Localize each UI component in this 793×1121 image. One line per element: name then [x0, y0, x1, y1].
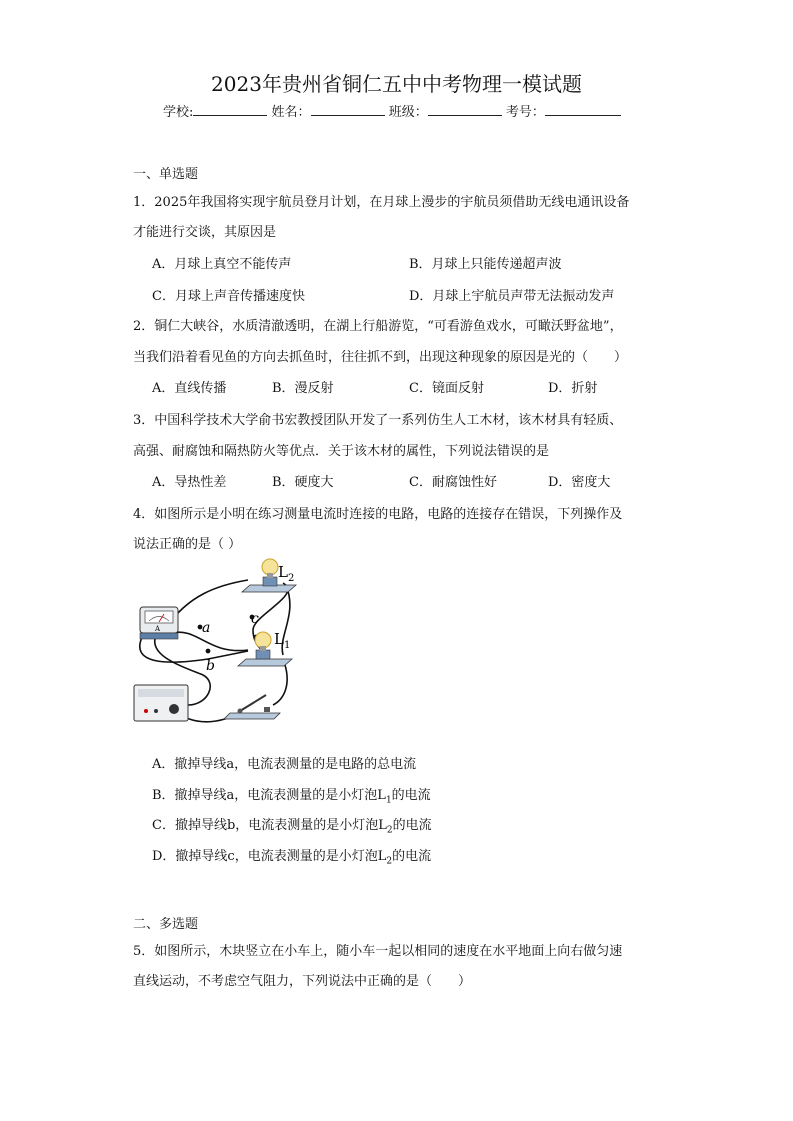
switch	[224, 695, 280, 719]
question-1-line-2: 才能进行交谈，其原因是	[133, 225, 277, 240]
circuit-diagram	[128, 555, 308, 730]
wire-label-c: c	[251, 611, 259, 627]
question-2-option-c: C．镜面反射	[409, 381, 484, 396]
l1-label: $L_1$	[274, 630, 291, 651]
class-label: 班级：	[388, 105, 428, 120]
school-label: 学校:	[163, 105, 194, 120]
name-label: 姓名：	[271, 105, 311, 120]
question-4-line-2: 说法正确的是（ ）	[133, 537, 242, 552]
question-3-line-1: 3．中国科学技术大学俞书宏教授团队开发了一系列仿生人工木材，该木材具有轻质、	[133, 413, 623, 428]
question-1-option-d: D．月球上宇航员声带无法振动发声	[409, 289, 615, 304]
question-3-option-c: C．耐腐蚀性好	[409, 475, 497, 490]
question-3-option-d: D．密度大	[548, 475, 611, 490]
ammeter	[140, 607, 178, 639]
question-4-option-b: B．撤掉导线a，电流表测量的是小灯泡$L_1$的电流	[152, 788, 431, 806]
school-blank	[193, 103, 267, 116]
junction-dot	[206, 649, 211, 654]
exam-number-label: 考号：	[505, 105, 545, 120]
class-blank	[428, 103, 502, 116]
question-3-option-b: B．硬度大	[272, 475, 334, 490]
question-4-line-1: 4．如图所示是小明在练习测量电流时连接的电路，电路的连接存在错误，下列操作及	[133, 507, 623, 522]
wire-label-a: a	[202, 620, 211, 636]
page-title: 2023年贵州省铜仁五中中考物理一模试题	[211, 72, 582, 96]
l2-label: $L_2$	[278, 563, 295, 584]
question-1-option-c: C．月球上声音传播速度快	[152, 289, 305, 304]
question-2-line-2: 当我们沿着看见鱼的方向去抓鱼时，往往抓不到，出现这种现象的原因是光的（ ）	[133, 350, 628, 365]
question-3-option-a: A．导热性差	[152, 475, 227, 490]
section-heading-single: 一、单选题	[133, 167, 199, 182]
student-info-line	[163, 101, 621, 120]
question-5-line-2: 直线运动，不考虑空气阻力，下列说法中正确的是（ ）	[133, 974, 472, 989]
question-2-option-a: A．直线传播	[152, 381, 227, 396]
question-5-line-1: 5．如图所示，木块竖立在小车上，随小车一起以相同的速度在水平地面上向右做匀速	[133, 944, 623, 959]
section-heading-multi: 二、多选题	[133, 917, 199, 932]
question-1-line-1: 1．2025年我国将实现宇航员登月计划，在月球上漫步的宇航员须借助无线电通讯设备	[133, 195, 630, 210]
question-3-line-2: 高强、耐腐蚀和隔热防火等优点．关于该木材的属性，下列说法错误的是	[133, 444, 550, 459]
question-4-option-a: A．撤掉导线a，电流表测量的是电路的总电流	[152, 757, 417, 772]
exam-number-blank	[545, 103, 621, 116]
question-2-option-d: D．折射	[548, 381, 598, 396]
ammeter-label: A	[155, 625, 161, 633]
name-blank	[311, 103, 385, 116]
power-source	[134, 685, 188, 721]
question-2-option-b: B．漫反射	[272, 381, 334, 396]
question-2-line-1: 2．铜仁大峡谷，水质清澈透明，在湖上行船游览，“可看游鱼戏水，可瞰沃野盆地”，	[133, 319, 623, 334]
question-1-option-a: A．月球上真空不能传声	[152, 257, 292, 272]
question-4-option-d: D．撤掉导线c，电流表测量的是小灯泡$L_2$的电流	[152, 849, 432, 867]
wire-label-b: b	[206, 658, 215, 674]
question-4-option-c: C．撤掉导线b，电流表测量的是小灯泡$L_2$的电流	[152, 818, 432, 836]
question-1-option-b: B．月球上只能传递超声波	[409, 257, 562, 272]
